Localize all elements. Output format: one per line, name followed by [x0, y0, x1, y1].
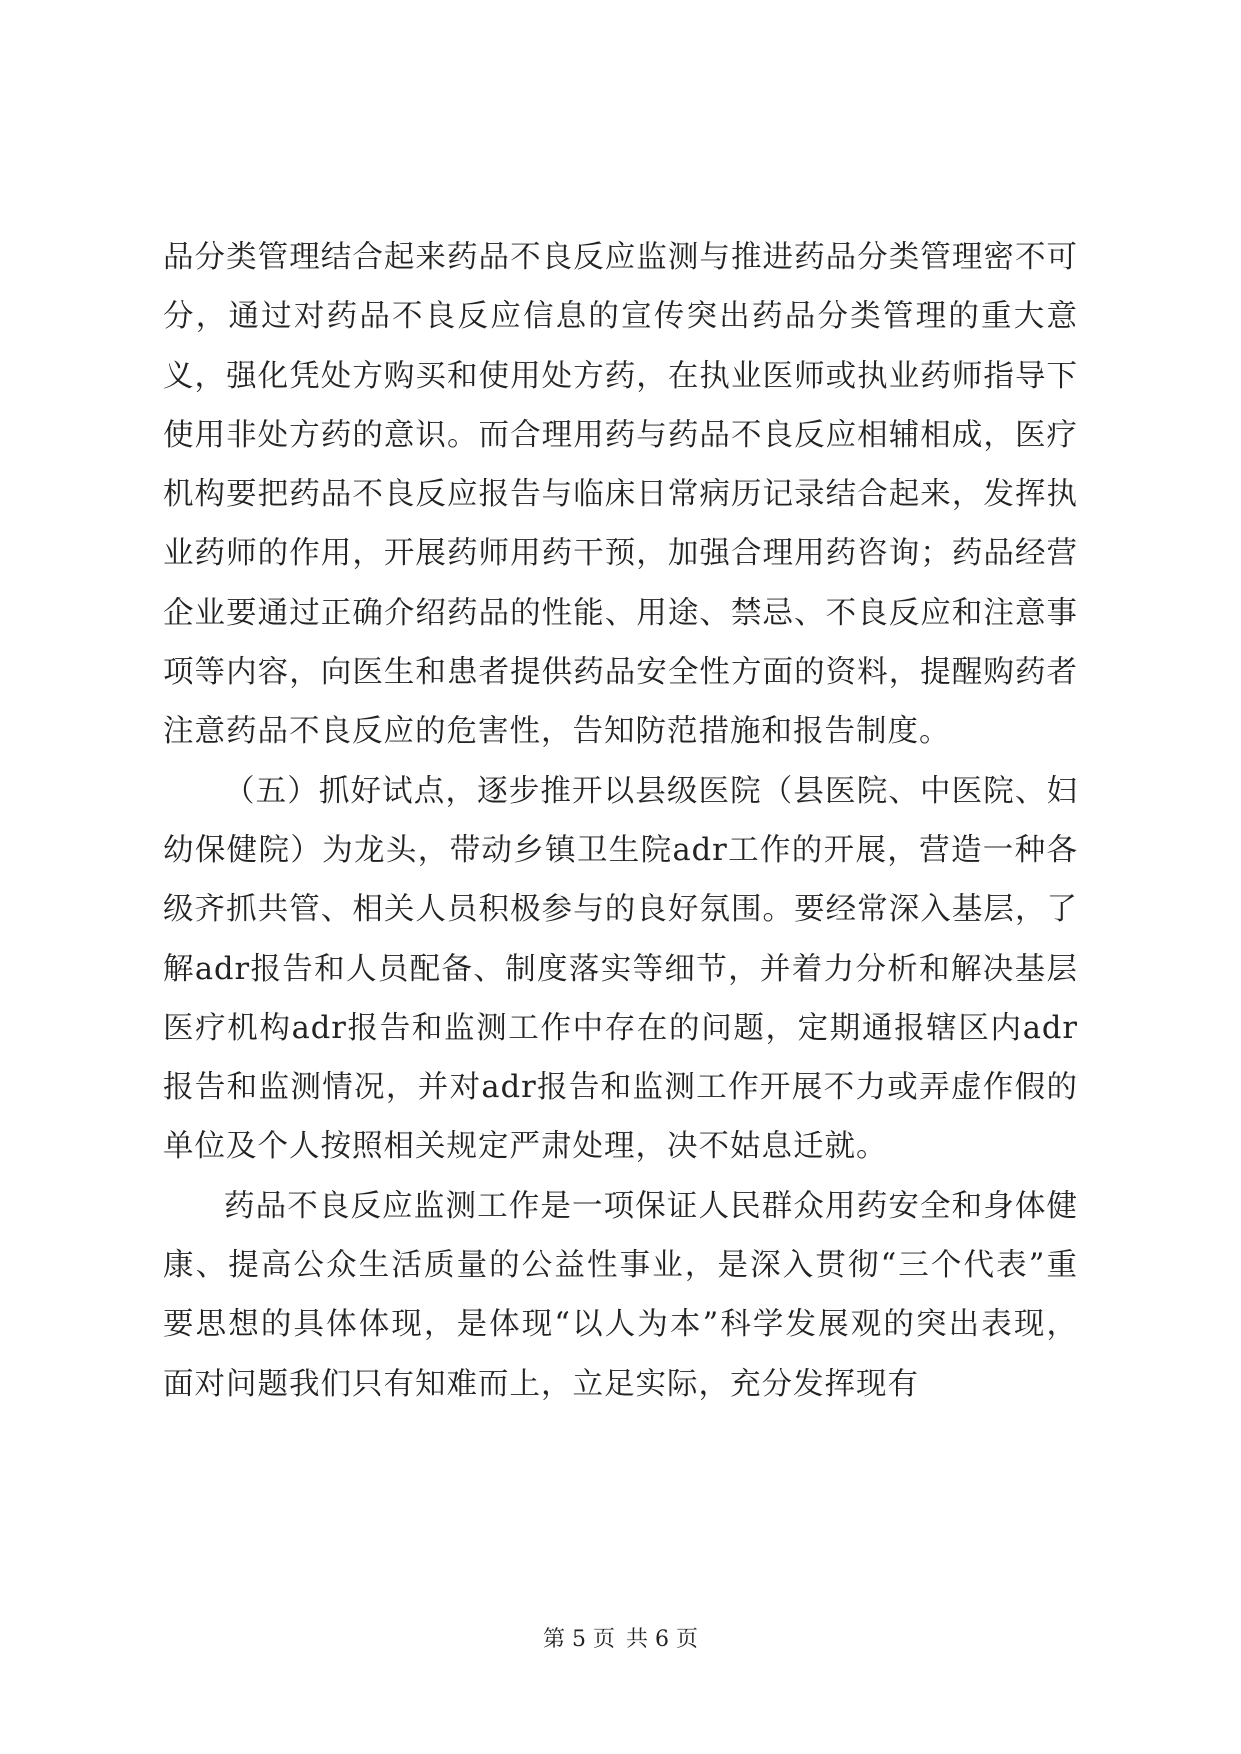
page-footer	[0, 1622, 1241, 1653]
page-number: 第 5 页	[543, 1627, 615, 1652]
paragraph-section-five: （五）抓好试点，逐步推开以县级医院（县医院、中医院、妇幼保健院）为龙头，带动乡镇卫生院adr工作的开展，营造一种各级齐抓共管、相关人员积极参与的良好氛围。要经常深入基层，了解adr报告和人员配备、制度落实等细节，并着力分析和解决基层医疗机构adr报告和监测工作中存在的问题，定期通报辖区内adr报告和监测情况，并对adr报告和监测工作开展不力或弄虚作假的单位及个人按照相关规定严肃处理，决不姑息迁就。	[163, 773, 1078, 1165]
page-total: 共 6 页	[626, 1627, 698, 1652]
paragraph-continued: 品分类管理结合起来药品不良反应监测与推进药品分类管理密不可分，通过对药品不良反应信息的宣传突出药品分类管理的重大意义，强化凭处方购买和使用处方药，在执业医师或执业药师指导下使用非处方药的意识。而合理用药与药品不良反应相辅相成，医疗机构要把药品不良反应报告与临床日常病历记录结合起来，发挥执业药师的作用，开展药师用药干预，加强合理用药咨询；药品经营企业要通过正确介绍药品的性能、用途、禁忌、不良反应和注意事项等内容，向医生和患者提供药品安全性方面的资料，提醒购药者注意药品不良反应的危害性，告知防范措施和报告制度。	[163, 240, 1078, 750]
document-body	[163, 228, 1078, 1414]
paragraph-conclusion: 药品不良反应监测工作是一项保证人民群众用药安全和身体健康、提高公众生活质量的公益性事业，是深入贯彻“三个代表”重要思想的具体体现，是体现“以人为本”科学发展观的突出表现，面对问题我们只有知难而上，立足实际，充分发挥现有	[163, 1188, 1078, 1402]
